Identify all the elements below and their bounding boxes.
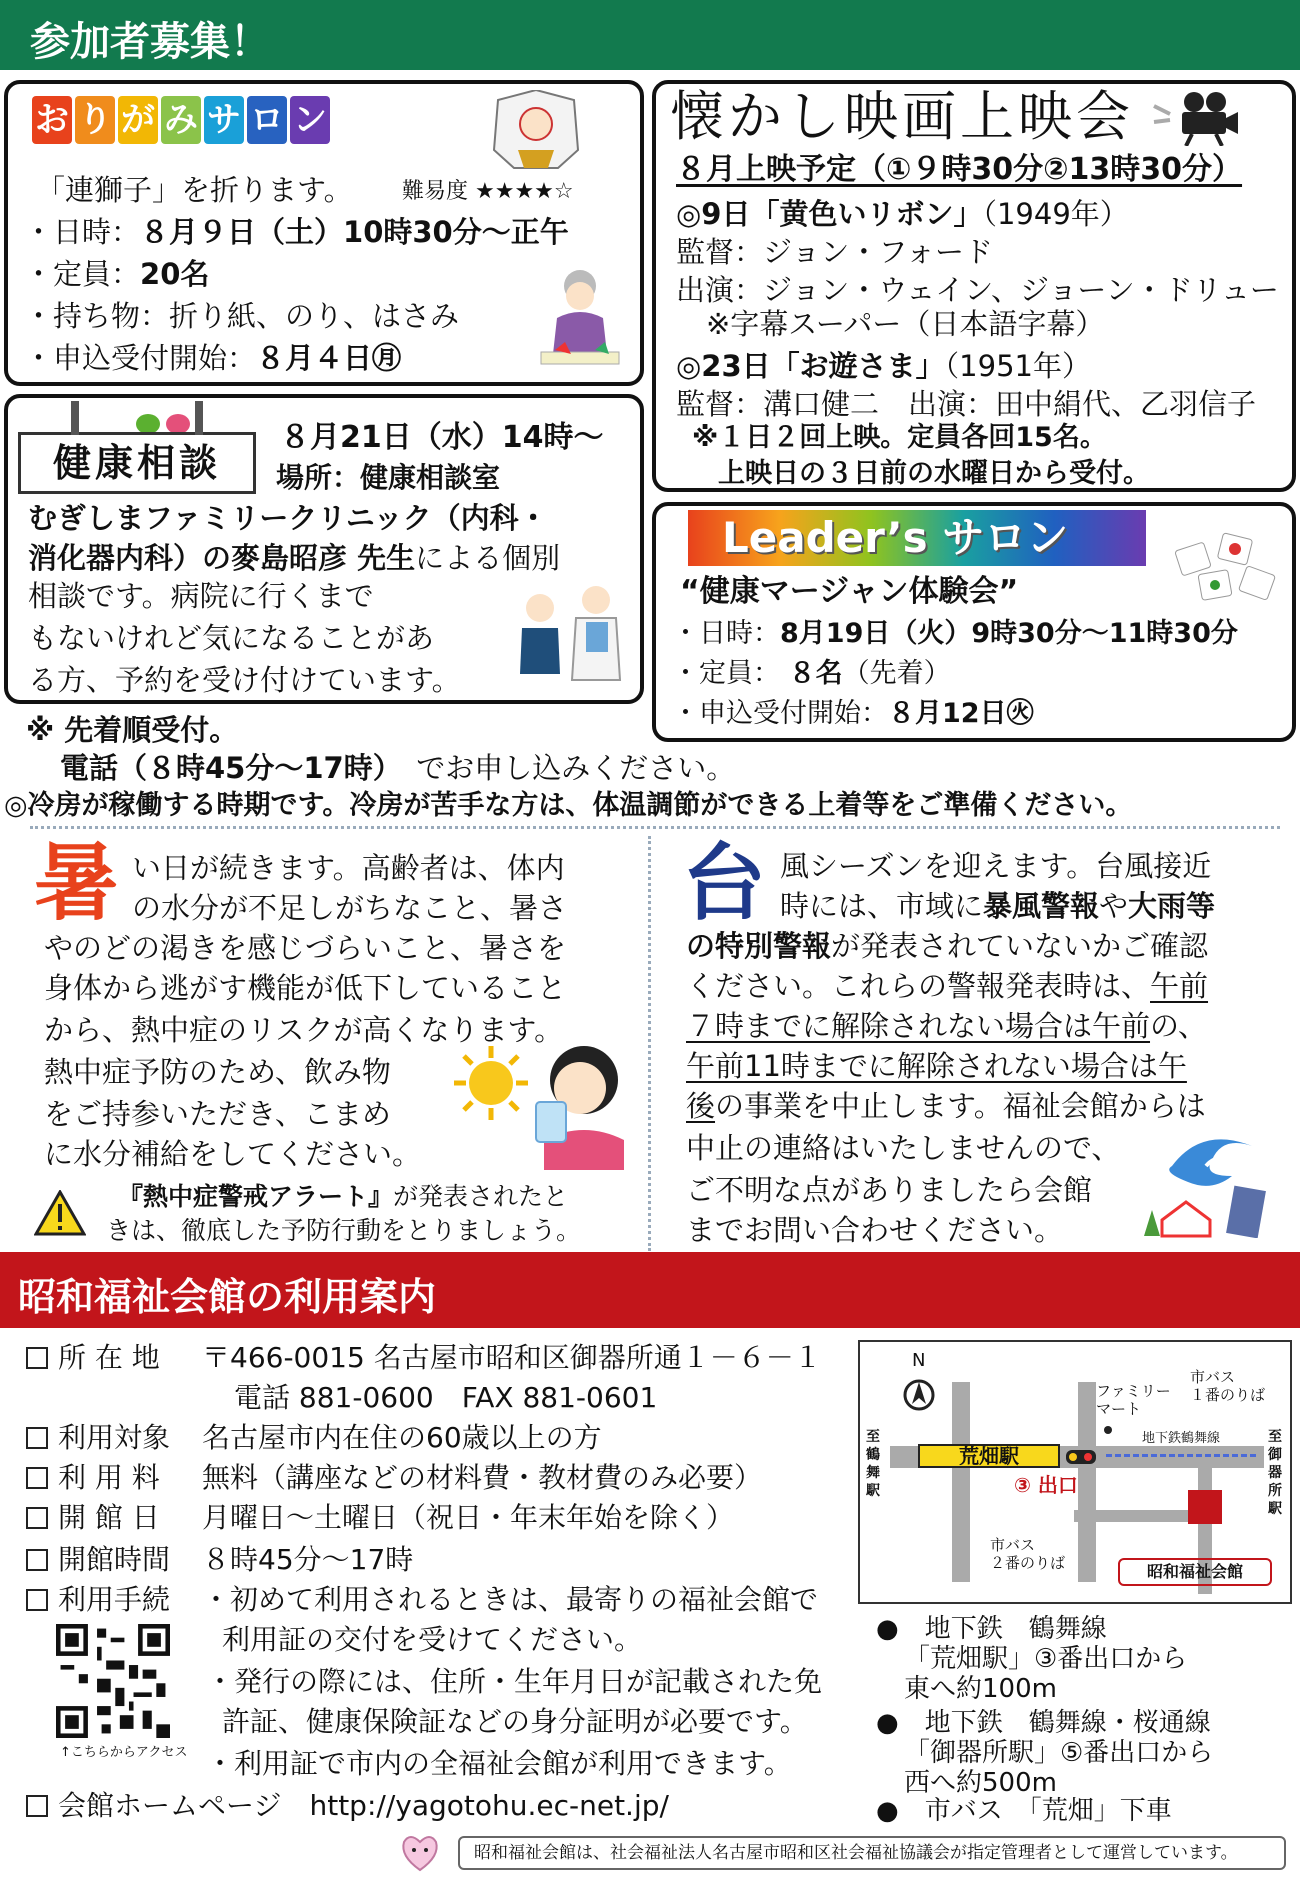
access-b3: 西へ約500m bbox=[904, 1768, 1057, 1798]
warning-icon bbox=[34, 1190, 86, 1236]
station-box: 荒畑駅 bbox=[918, 1444, 1060, 1468]
heat-line: に水分補給をしてください。 bbox=[44, 1137, 422, 1171]
mascot-icon bbox=[396, 1830, 444, 1876]
origami-title bbox=[32, 96, 333, 144]
difficulty-stars: ★★★★☆ bbox=[475, 179, 574, 204]
homepage-row: 会館ホームページ http://yagotohu.ec-net.jp/ bbox=[26, 1786, 669, 1826]
doctor-patient-illustration bbox=[510, 578, 628, 688]
procedure-line-2: 利用証の交付を受けてください。 bbox=[222, 1623, 643, 1656]
access-a3: 東へ約100m bbox=[904, 1674, 1057, 1704]
mahjong-tiles-illustration bbox=[1172, 530, 1280, 608]
leader-capacity: ・定員： ８名（先着） bbox=[672, 658, 951, 689]
difficulty-label: 難易度 ★★★★☆ bbox=[402, 179, 574, 204]
checkbox-icon bbox=[26, 1507, 48, 1529]
access-b1: ● 地下鉄 鶴舞線・桜通線 bbox=[876, 1708, 1211, 1738]
title-char: り bbox=[75, 96, 115, 144]
typhoon-line: 午前11時までに解除されない場合は午 bbox=[686, 1049, 1187, 1083]
leader-apply: ・申込受付開始：８月12日㊋ bbox=[672, 698, 1034, 729]
heat-alert-line-2: きは、徹底した予防行動をとりましょう。 bbox=[106, 1216, 582, 1245]
kenko-line5: る方、予約を受け付けています。 bbox=[28, 663, 461, 697]
woman-drinking-water-illustration bbox=[528, 1040, 628, 1170]
title-char: が bbox=[118, 96, 158, 144]
homepage-link[interactable]: http://yagotohu.ec-net.jp/ bbox=[309, 1789, 669, 1822]
subway-line bbox=[1106, 1454, 1256, 1457]
procedure-line-5: ・利用証で市内の全福祉会館が利用できます。 bbox=[206, 1747, 792, 1780]
access-b2: 「御器所駅」⑤番出口から bbox=[904, 1738, 1214, 1768]
guide-row-fee: 利 用 料 無料（講座などの材料費・教材費のみ必要） bbox=[26, 1458, 762, 1498]
film1-cast: 出演：ジョン・ウェイン、ジョーン・ドリュー bbox=[676, 273, 1279, 307]
film1-subtitle: ※字幕スーパー（日本語字幕） bbox=[706, 307, 1105, 341]
heat-line: をご持参いただき、こまめ bbox=[44, 1097, 391, 1131]
checkbox-icon bbox=[26, 1795, 48, 1817]
title-char: み bbox=[161, 96, 201, 144]
kenko-line3: 相談です。病院に行くまで bbox=[28, 579, 374, 613]
to-tsurumai-label: 至鶴舞駅 bbox=[866, 1429, 880, 1499]
guide-row-address: 所 在 地 〒466-0015 名古屋市昭和区御器所通１－６－１ bbox=[26, 1338, 822, 1378]
origami-items: ・持ち物：折り紙、のり、はさみ bbox=[24, 299, 460, 333]
kenko-line4: もないけれど気になることがあ bbox=[28, 621, 435, 655]
heat-big-char: 暑 bbox=[34, 834, 119, 932]
heat-line: やのどの渇きを感じづらいこと、暑さを bbox=[44, 931, 567, 965]
typhoon-line: ご不明な点がありましたら会館 bbox=[686, 1173, 1093, 1207]
leader-date: ・日時：8月19日（火）9時30分～11時30分 bbox=[672, 618, 1238, 649]
kenko-date: ８月21日（水）14時～ bbox=[280, 420, 604, 455]
aircon-notice: ◎冷房が稼働する時期です。冷房が苦手な方は、体温調節ができる上着等をご準備ください。 bbox=[4, 790, 1133, 821]
first-come-notice: ※ 先着順受付。 bbox=[26, 713, 239, 747]
qr-caption: ↑こちらからアクセス bbox=[60, 1745, 188, 1760]
checkbox-icon bbox=[26, 1467, 48, 1489]
road bbox=[1078, 1382, 1096, 1582]
section-divider bbox=[30, 826, 1280, 829]
access-map bbox=[858, 1340, 1292, 1604]
header-bar bbox=[0, 0, 1300, 70]
kenko-place: 場所：健康相談室 bbox=[276, 461, 501, 494]
film1-director: 監督：ジョン・フォード bbox=[676, 235, 993, 269]
page-title: 参加者募集！ bbox=[30, 19, 270, 65]
access-a2: 「荒畑駅」③番出口から bbox=[904, 1644, 1188, 1674]
film-camera-icon bbox=[1152, 90, 1240, 146]
leader-salon-title: Leader’s サロン bbox=[688, 510, 1146, 566]
north-arrow-icon bbox=[902, 1378, 936, 1412]
bus-stop-2-label: 市バス ２番のりば bbox=[990, 1536, 1066, 1572]
hall-marker bbox=[1188, 1490, 1222, 1524]
checkbox-icon bbox=[26, 1589, 48, 1611]
health-consultation-sign: 健康相談 bbox=[18, 432, 256, 494]
checkbox-icon bbox=[26, 1549, 48, 1571]
access-c1: ● 市バス 「荒畑」下車 bbox=[876, 1796, 1172, 1826]
typhoon-line: 後の事業を中止します。福祉会館からは bbox=[686, 1089, 1206, 1123]
heat-line: から、熱中症のリスクが高くなります。 bbox=[44, 1013, 564, 1047]
movie-schedule: ８月上映予定（①９時30分②13時30分） bbox=[676, 152, 1243, 187]
kenko-line2: 消化器内科）の麥島昭彦 先生による個別 bbox=[28, 541, 561, 575]
bus-stop-1-label: 市バス １番のりば bbox=[1190, 1368, 1266, 1404]
guide-title-bar bbox=[0, 1252, 1300, 1328]
movie-note-2: 上映日の３日前の水曜日から受付。 bbox=[718, 458, 1150, 489]
elderly-woman-folding-illustration bbox=[535, 262, 625, 372]
title-char: ン bbox=[290, 96, 330, 144]
heat-line: の水分が不足しがちなこと、暑さ bbox=[132, 891, 568, 925]
origami-capacity: ・定員：20名 bbox=[24, 257, 210, 291]
guide-row-hours: 開館時間 ８時45分～17時 bbox=[26, 1540, 413, 1580]
guide-row-target: 利用対象 名古屋市内在住の60歳以上の方 bbox=[26, 1418, 602, 1458]
typhoon-line: 時には、市域に暴風警報や大雨等 bbox=[780, 889, 1216, 923]
kenko-line1: むぎしまファミリークリニック（内科・ bbox=[28, 501, 548, 535]
origami-apply: ・申込受付開始：８月４日㊊ bbox=[24, 341, 402, 375]
hall-label-box: 昭和福祉会館 bbox=[1118, 1558, 1272, 1586]
film2-title-line: ◎23日「お遊さま」（1951年） bbox=[676, 349, 1091, 383]
typhoon-line: ください。これらの警報発表時は、午前 bbox=[686, 969, 1209, 1003]
checkbox-icon bbox=[26, 1347, 48, 1369]
procedure-line-4: 許証、健康保険証などの身分証明が必要です。 bbox=[222, 1705, 808, 1738]
heat-line: 熱中症予防のため、飲み物 bbox=[44, 1055, 391, 1089]
origami-date: ・日時：８月９日（土）10時30分～正午 bbox=[24, 215, 569, 249]
movie-title: 懐かし映画上映会 bbox=[670, 85, 1134, 148]
film1-title-line: ◎9日「黄色いリボン」（1949年） bbox=[676, 197, 1129, 231]
checkbox-icon bbox=[26, 1427, 48, 1449]
leader-subtitle: “健康マージャン体験会” bbox=[680, 574, 1019, 609]
heat-line: い日が続きます。高齢者は、体内 bbox=[132, 851, 565, 885]
typhoon-line: 風シーズンを迎えます。台風接近 bbox=[780, 849, 1212, 883]
typhoon-line: の特別警報が発表されていないかご確認 bbox=[686, 929, 1209, 963]
family-mart-label: ファミリー マート bbox=[1096, 1382, 1171, 1418]
heat-alert-line-1: 『熱中症警戒アラート』が発表されたと bbox=[118, 1182, 569, 1211]
north-label: N bbox=[912, 1350, 926, 1371]
typhoon-line: 中止の連絡はいたしませんので、 bbox=[686, 1131, 1121, 1165]
typhoon-big-char: 台 bbox=[682, 834, 767, 932]
procedure-line-3: ・発行の際には、住所・生年月日が記載された免 bbox=[206, 1665, 823, 1698]
road bbox=[952, 1382, 970, 1582]
typhoon-illustration bbox=[1142, 1126, 1282, 1238]
phone-notice: 電話（８時45分～17時） でお申し込みください。 bbox=[60, 751, 736, 785]
film2-credits: 監督：溝口健二 出演：田中絹代、乙羽信子 bbox=[676, 387, 1257, 421]
guide-row-phone: 電話 881-0600 FAX 881-0601 bbox=[234, 1381, 658, 1414]
kabuki-lion-illustration bbox=[488, 90, 584, 170]
typhoon-line: までお問い合わせください。 bbox=[686, 1213, 1064, 1247]
sun-icon bbox=[452, 1044, 530, 1122]
exit-label: ③ 出口 bbox=[1014, 1473, 1078, 1497]
title-char: お bbox=[32, 96, 72, 144]
guide-row-procedure: 利用手続 ・初めて利用されるときは、最寄りの福祉会館で bbox=[26, 1580, 818, 1620]
subway-label: 地下鉄鶴舞線 bbox=[1142, 1431, 1221, 1446]
movie-note-1: ※１日２回上映。定員各回15名。 bbox=[692, 422, 1107, 453]
footer-note: 昭和福祉会館は、社会福祉法人名古屋市昭和区社会福祉協議会が指定管理者として運営しています。 bbox=[458, 1836, 1286, 1870]
title-char: ロ bbox=[247, 96, 287, 144]
title-char: サ bbox=[204, 96, 244, 144]
qr-code[interactable] bbox=[56, 1624, 170, 1738]
column-divider bbox=[648, 836, 651, 1251]
family-mart-dot bbox=[1104, 1426, 1112, 1434]
to-gokiso-label: 至御器所駅 bbox=[1268, 1429, 1282, 1517]
traffic-signal-icon bbox=[1066, 1450, 1096, 1464]
origami-intro: 「連獅子」を折ります。 bbox=[36, 173, 353, 207]
guide-row-open-days: 開 館 日 月曜日～土曜日（祝日・年末年始を除く） bbox=[26, 1498, 734, 1538]
access-a1: ● 地下鉄 鶴舞線 bbox=[876, 1614, 1107, 1644]
guide-title: 昭和福祉会館の利用案内 bbox=[18, 1275, 437, 1319]
typhoon-line: ７時までに解除されない場合は午前の、 bbox=[686, 1009, 1207, 1043]
heat-line: 身体から逃がす機能が低下していること bbox=[44, 971, 567, 1005]
